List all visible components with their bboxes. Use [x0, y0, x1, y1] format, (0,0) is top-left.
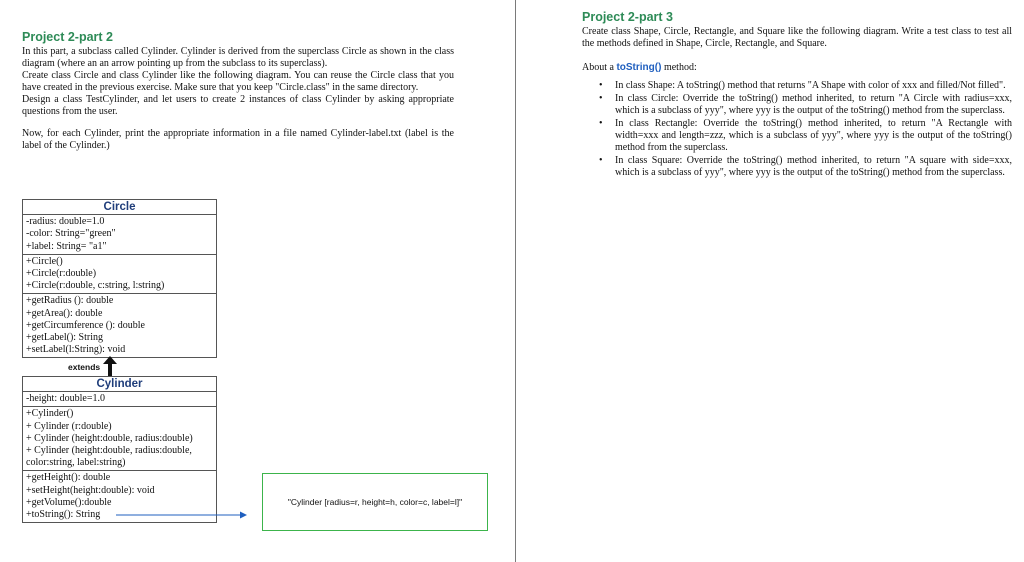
cylinder-class-box	[22, 376, 217, 523]
uml-method: +getVolume():double	[26, 496, 112, 508]
circle-methods	[23, 294, 216, 357]
circle-fields	[23, 215, 216, 255]
uml-method: +getArea(): double	[26, 307, 103, 319]
extends-label: extends	[68, 362, 101, 372]
bullet-icon: •	[599, 155, 603, 166]
list-item: • In class Rectangle: Override the toString() method inherited, to return "A Rectangle with width=xxx and length=zzz, which is a subclass of yyy", where yyy is the output of the toString() method from the superclass.	[599, 118, 1012, 153]
uml-constructor: +Circle(r:double)	[26, 268, 97, 280]
list-item: • In class Shape: A toString() method that returns "A Shape with color of xxx and filled/Not filled".	[599, 80, 1006, 91]
uml-constructor: + Cylinder (height:double, radius:double, color:string, label:string)	[26, 445, 192, 469]
uml-field: -height: double=1.0	[26, 393, 105, 405]
part2-paragraph: Design a class TestCylinder, and let users to create 2 instances of class Cylinder by asking appropriate questions from the user.	[22, 94, 454, 117]
part2-paragraph: In this part, a subclass called Cylinder. Cylinder is derived from the superclass Circle as shown in the class diagram (where an an arrow pointing up from the subclass to its superclass).	[22, 46, 454, 69]
page-divider	[515, 0, 516, 562]
uml-field: +label: String= "a1"	[26, 240, 107, 252]
uml-field: -radius: double=1.0	[26, 216, 105, 228]
part2-paragraph: Create class Circle and class Cylinder like the following diagram. You can reuse the Circle class that you have created in the previous exercise. Make sure that you keep "Circle.class" in the same directory.	[22, 70, 454, 93]
circle-constructors	[23, 255, 216, 295]
tostring-format-note	[262, 473, 488, 531]
uml-method: +setLabel(l:String): void	[26, 344, 126, 356]
left-column	[22, 30, 454, 152]
tostring-bullet-list	[582, 80, 1012, 179]
cylinder-constructors	[23, 407, 216, 471]
part2-paragraph: Now, for each Cylinder, print the appropriate information in a file named Cylinder-label.txt (label is the label of the Cylinder.)	[22, 128, 454, 151]
uml-method: +getLabel(): String	[26, 332, 104, 344]
tostring-method-name: toString()	[616, 62, 662, 73]
uml-method: +getCircumference (): double	[26, 319, 145, 331]
uml-method: +getHeight(): double	[26, 472, 111, 484]
uml-constructor: +Circle(r:double, c:string, l:string)	[26, 280, 165, 292]
list-item: • In class Square: Override the toString() method inherited, to return "A square with side=xxx, which is a subclass of yyy", where yyy is the output of the toString() method from the superclass.	[599, 155, 1012, 178]
tostring-format-text: "Cylinder [radius=r, height=h, color=c, label=l]"	[287, 497, 463, 507]
uml-method: +toString(): String	[26, 509, 101, 521]
inheritance-arrow-icon	[102, 356, 118, 376]
uml-method: +getRadius (): double	[26, 295, 114, 307]
right-column	[582, 10, 1012, 180]
cylinder-class-name: Cylinder	[23, 377, 216, 392]
uml-constructor: + Cylinder (height:double, radius:double)	[26, 432, 193, 444]
uml-field: -color: String="green"	[26, 228, 116, 240]
uml-constructor: +Circle()	[26, 255, 63, 267]
part2-title: Project 2-part 2	[22, 30, 114, 44]
circle-class-box	[22, 199, 217, 358]
about-tostring-heading: About a toString() method:	[582, 62, 697, 73]
list-item: • In class Circle: Override the toString() method inherited, to return "A Circle with radius=xxx, which is a subclass of yyy", where yyy is the output of the toString() method from the superclass.	[599, 93, 1012, 116]
uml-constructor: +Cylinder()	[26, 408, 74, 420]
cylinder-fields	[23, 392, 216, 407]
bullet-icon: •	[599, 80, 603, 91]
bullet-icon: •	[599, 93, 603, 104]
uml-method: +setHeight(height:double): void	[26, 484, 155, 496]
circle-class-name: Circle	[23, 200, 216, 215]
bullet-icon: •	[599, 118, 603, 129]
tostring-pointer-arrow-icon	[116, 510, 248, 520]
uml-constructor: + Cylinder (r:double)	[26, 420, 112, 432]
part3-intro: Create class Shape, Circle, Rectangle, and Square like the following diagram. Write a test class to test all the methods defined in Shape, Circle, Rectangle, and Square.	[582, 26, 1012, 49]
part3-title: Project 2-part 3	[582, 10, 674, 24]
